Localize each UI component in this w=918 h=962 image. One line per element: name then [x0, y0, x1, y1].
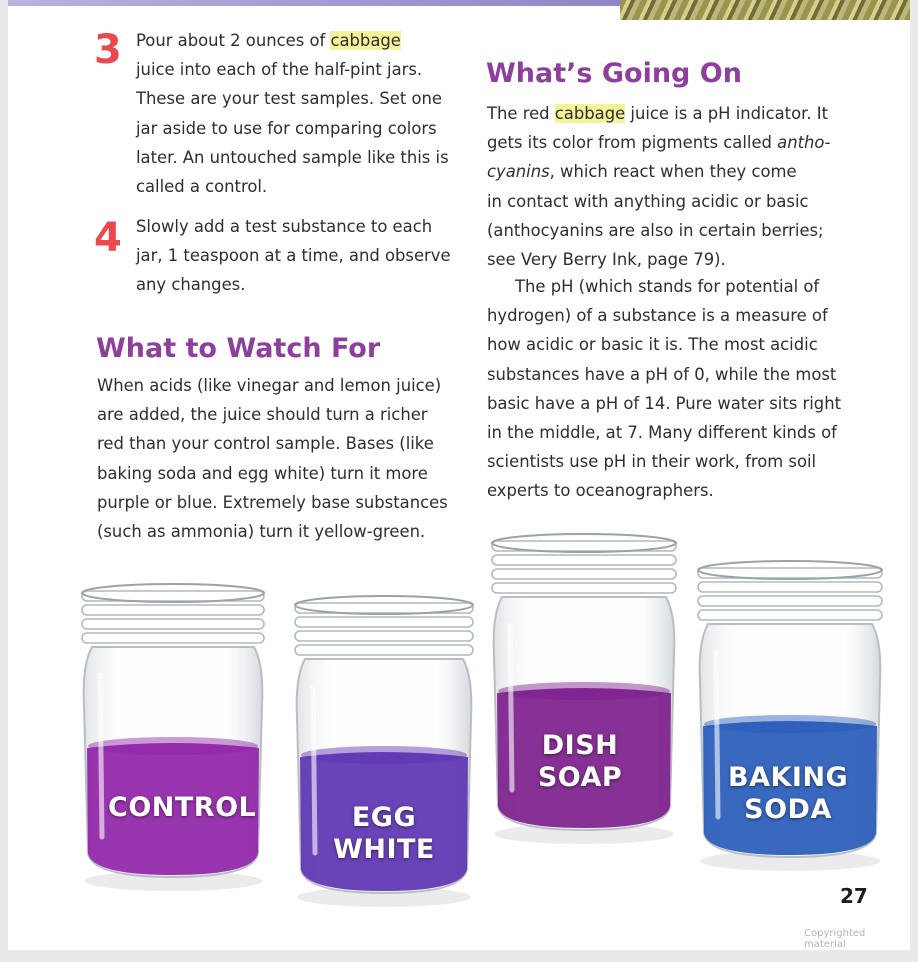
- watch-heading: What to Watch For: [96, 333, 381, 364]
- going-on-paragraph-2: [487, 272, 841, 506]
- jar-thread-ring: [295, 631, 473, 641]
- text-run: juice is a pH indicator. It: [625, 104, 829, 123]
- glass-highlight: [100, 675, 102, 837]
- italic-run: cyanins: [487, 162, 550, 182]
- jar-mouth: [698, 561, 882, 579]
- glass-highlight: [716, 652, 718, 817]
- going-on-heading: What’s Going On: [486, 58, 742, 89]
- text-run: , which react when they come: [549, 162, 797, 182]
- jar-label-line: SOAP: [537, 762, 623, 793]
- jar-label-dish-soap: [520, 730, 640, 794]
- jar-thread-ring: [82, 633, 264, 643]
- paragraph-line: experts to oceanographers.: [487, 481, 714, 501]
- watch-line: are added, the juice should turn a richer: [97, 405, 428, 425]
- liquid-surface: [301, 746, 467, 764]
- jar-thread-ring: [82, 605, 264, 615]
- watch-line: (such as ammonia) turn it yellow-green.: [97, 522, 426, 542]
- paragraph-line: hydrogen) of a substance is a measure of: [487, 306, 828, 326]
- watch-line: baking soda and egg white) turn it more: [97, 463, 428, 483]
- text-run: The red: [487, 104, 555, 123]
- jar-thread-ring: [492, 555, 676, 565]
- text-line: [136, 270, 451, 299]
- jar-label-control: [108, 792, 257, 824]
- jar-mouth: [492, 534, 676, 552]
- text-run: jar, 1 teaspoon at a time, and observe: [136, 246, 451, 266]
- paragraph-line: The pH (which stands for potential of: [515, 277, 820, 296]
- watch-text: [97, 371, 448, 546]
- text-run: called a control.: [136, 177, 268, 197]
- text-line: [136, 212, 451, 241]
- text-run: gets its color from pigments called: [487, 133, 778, 153]
- jar-label-egg-white: [324, 802, 444, 866]
- text-run: jar aside to use for comparing colors: [136, 118, 437, 138]
- jar-label-line: WHITE: [333, 834, 435, 865]
- text-line: [487, 216, 830, 245]
- text-run: (anthocyanins are also in certain berries;: [487, 220, 824, 240]
- jar-thread-ring: [698, 610, 882, 620]
- text-run: These are your test samples. Set one: [136, 89, 442, 109]
- book-page: [8, 0, 910, 950]
- jar-label-line: DISH: [541, 730, 619, 761]
- mason-jar: [492, 534, 676, 844]
- highlighted-word: cabbage: [330, 31, 401, 50]
- jar-thread-ring: [698, 596, 882, 606]
- mason-jar: [82, 584, 264, 891]
- liquid-surface: [498, 682, 670, 700]
- jar-label-line: SODA: [744, 794, 832, 825]
- text-line: [136, 84, 449, 113]
- paragraph-line: in the middle, at 7. Many different kinds of: [487, 423, 837, 443]
- jar-thread-ring: [698, 582, 882, 592]
- text-run: later. An untouched sample like this is: [136, 147, 449, 167]
- text-line: [487, 128, 830, 157]
- jar-label-baking-soda: [728, 762, 848, 826]
- text-line: [487, 99, 830, 128]
- text-line: [136, 55, 449, 84]
- text-line: [136, 26, 449, 55]
- copyright-notice: Copyrighted material: [804, 928, 866, 950]
- step-4-number: 4: [94, 215, 122, 261]
- liquid-surface: [704, 715, 876, 733]
- text-line: [136, 172, 449, 201]
- text-run: in contact with anything acidic or basic: [487, 191, 809, 211]
- watch-line: purple or blue. Extremely base substances: [97, 492, 448, 512]
- watch-line: red than your control sample. Bases (like: [97, 434, 434, 454]
- text-run: juice into each of the half-pint jars.: [136, 60, 423, 80]
- jar-label-line: EGG: [351, 802, 417, 833]
- italic-run: antho-: [777, 133, 831, 153]
- text-line: [136, 114, 449, 143]
- glass-highlight: [313, 687, 315, 853]
- text-run: Slowly add a test substance to each: [136, 217, 433, 236]
- liquid-surface: [88, 737, 258, 755]
- jar-mouth: [82, 584, 264, 602]
- text-line: [487, 187, 830, 216]
- text-line: [487, 245, 830, 274]
- text-run: see Very Berry Ink, page 79).: [487, 250, 726, 270]
- page-number: 27: [840, 884, 868, 908]
- text-line: [136, 241, 451, 270]
- paragraph-line: scientists use pH in their work, from soil: [487, 452, 817, 472]
- step-4-text: [136, 212, 451, 300]
- jar-label-line: BAKING: [728, 762, 849, 793]
- jar-label-line: CONTROL: [108, 792, 257, 823]
- jar-thread-ring: [492, 583, 676, 593]
- paragraph-line: basic have a pH of 14. Pure water sits right: [487, 393, 842, 413]
- text-run: any changes.: [136, 275, 246, 295]
- going-on-paragraph-1: [487, 99, 830, 274]
- glass-highlight: [510, 625, 512, 790]
- text-line: [487, 157, 830, 186]
- paragraph-line: how acidic or basic it is. The most acidic: [487, 335, 818, 355]
- watch-line: When acids (like vinegar and lemon juice): [97, 376, 442, 395]
- jar-mouth: [295, 596, 473, 614]
- text-line: [136, 143, 449, 172]
- jar-thread-ring: [295, 617, 473, 627]
- jar-thread-ring: [82, 619, 264, 629]
- step-3-text: [136, 26, 449, 201]
- text-run: Pour about 2 ounces of: [136, 31, 331, 50]
- step-3-number: 3: [94, 27, 122, 73]
- jar-thread-ring: [295, 645, 473, 655]
- paragraph-line: substances have a pH of 0, while the most: [487, 364, 837, 384]
- jar-thread-ring: [492, 569, 676, 579]
- highlighted-word: cabbage: [554, 104, 626, 123]
